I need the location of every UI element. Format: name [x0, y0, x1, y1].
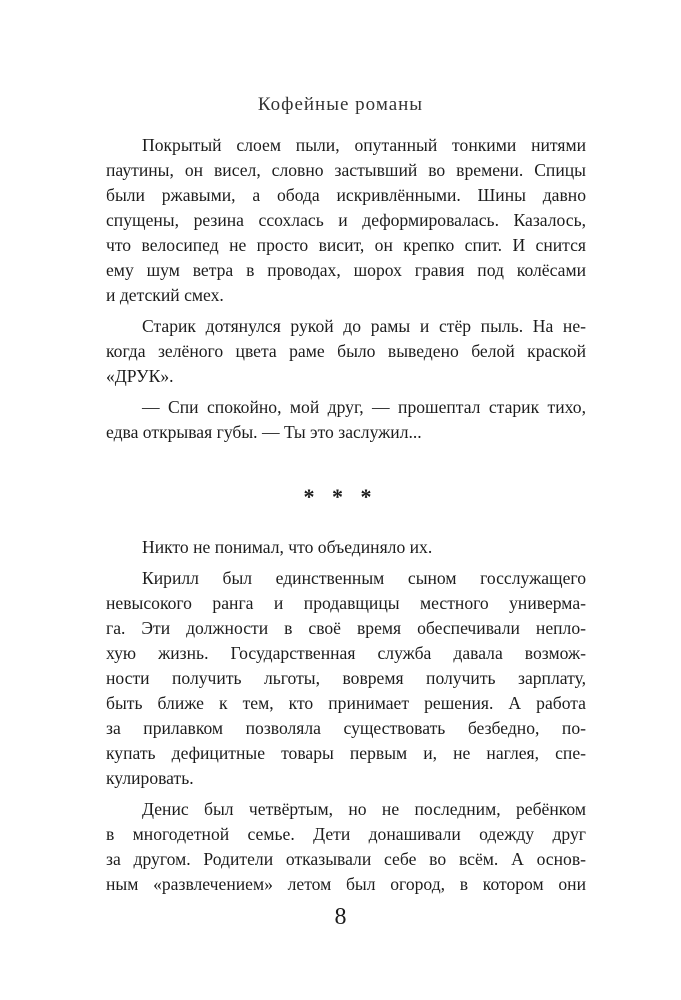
page-number: 8: [334, 904, 347, 930]
paragraph: [106, 566, 586, 791]
text-line: ему шум ветра в проводах, шорох гравия под колёсами: [106, 260, 586, 280]
text-line: Денис был четвёртым, но не последним, ребёнком: [142, 799, 586, 819]
text-line: паутины, он висел, словно застывший во времени. Спицы: [106, 160, 586, 180]
text-line: «ДРУК».: [106, 366, 174, 386]
text-line: едва открывая губы. — Ты это заслужил...: [106, 422, 422, 442]
text-line: ным «развлечением» летом был огород, в котором они: [106, 874, 586, 894]
text-line: ности получить льготы, вовремя получить зарплату,: [106, 668, 586, 688]
text-line: были ржавыми, а обода искривлёнными. Шины давно: [106, 185, 586, 205]
paragraph: [106, 133, 586, 308]
text-line: купать дефицитные товары первым и, не наглея, спе-: [106, 743, 586, 763]
text-line: невысокого ранга и продавщицы местного универма-: [106, 593, 586, 613]
section-separator: * * *: [303, 484, 378, 509]
text-line: кулировать.: [106, 768, 194, 788]
text-section-2: [106, 535, 586, 897]
text-line: Покрытый слоем пыли, опутанный тонкими нитями: [142, 135, 586, 155]
text-line: в многодетной семье. Дети донашивали одежду друг: [106, 824, 586, 844]
paragraph: [106, 314, 586, 389]
text-line: за другом. Родители отказывали себе во всём. А основ-: [106, 849, 586, 869]
text-line: за прилавком позволяла существовать безбедно, по-: [106, 718, 586, 738]
paragraph: [106, 797, 586, 897]
text-line: хую жизнь. Государственная служба давала возмож-: [106, 643, 586, 663]
text-line: и детский смех.: [106, 285, 224, 305]
text-section-1: [106, 133, 586, 445]
text-line: — Спи спокойно, мой друг, — прошептал старик тихо,: [142, 397, 586, 417]
text-line: когда зелёного цвета раме было выведено белой краской: [106, 341, 586, 361]
text-line: га. Эти должности в своё время обеспечивали непло-: [106, 618, 586, 638]
text-line: спущены, резина ссохлась и деформировалась. Казалось,: [106, 210, 586, 230]
paragraph: [106, 535, 586, 560]
text-line: Никто не понимал, что объединяло их.: [142, 537, 433, 557]
text-line: что велосипед не просто висит, он крепко спит. И снится: [106, 235, 586, 255]
text-line: Кирилл был единственным сыном госслужащего: [142, 568, 586, 588]
text-line: Старик дотянулся рукой до рамы и стёр пыль. На не-: [142, 316, 586, 336]
text-line: быть ближе к тем, кто принимает решения. А работа: [106, 693, 586, 713]
paragraph: [106, 395, 586, 445]
running-head: Кофейные романы: [257, 94, 424, 115]
